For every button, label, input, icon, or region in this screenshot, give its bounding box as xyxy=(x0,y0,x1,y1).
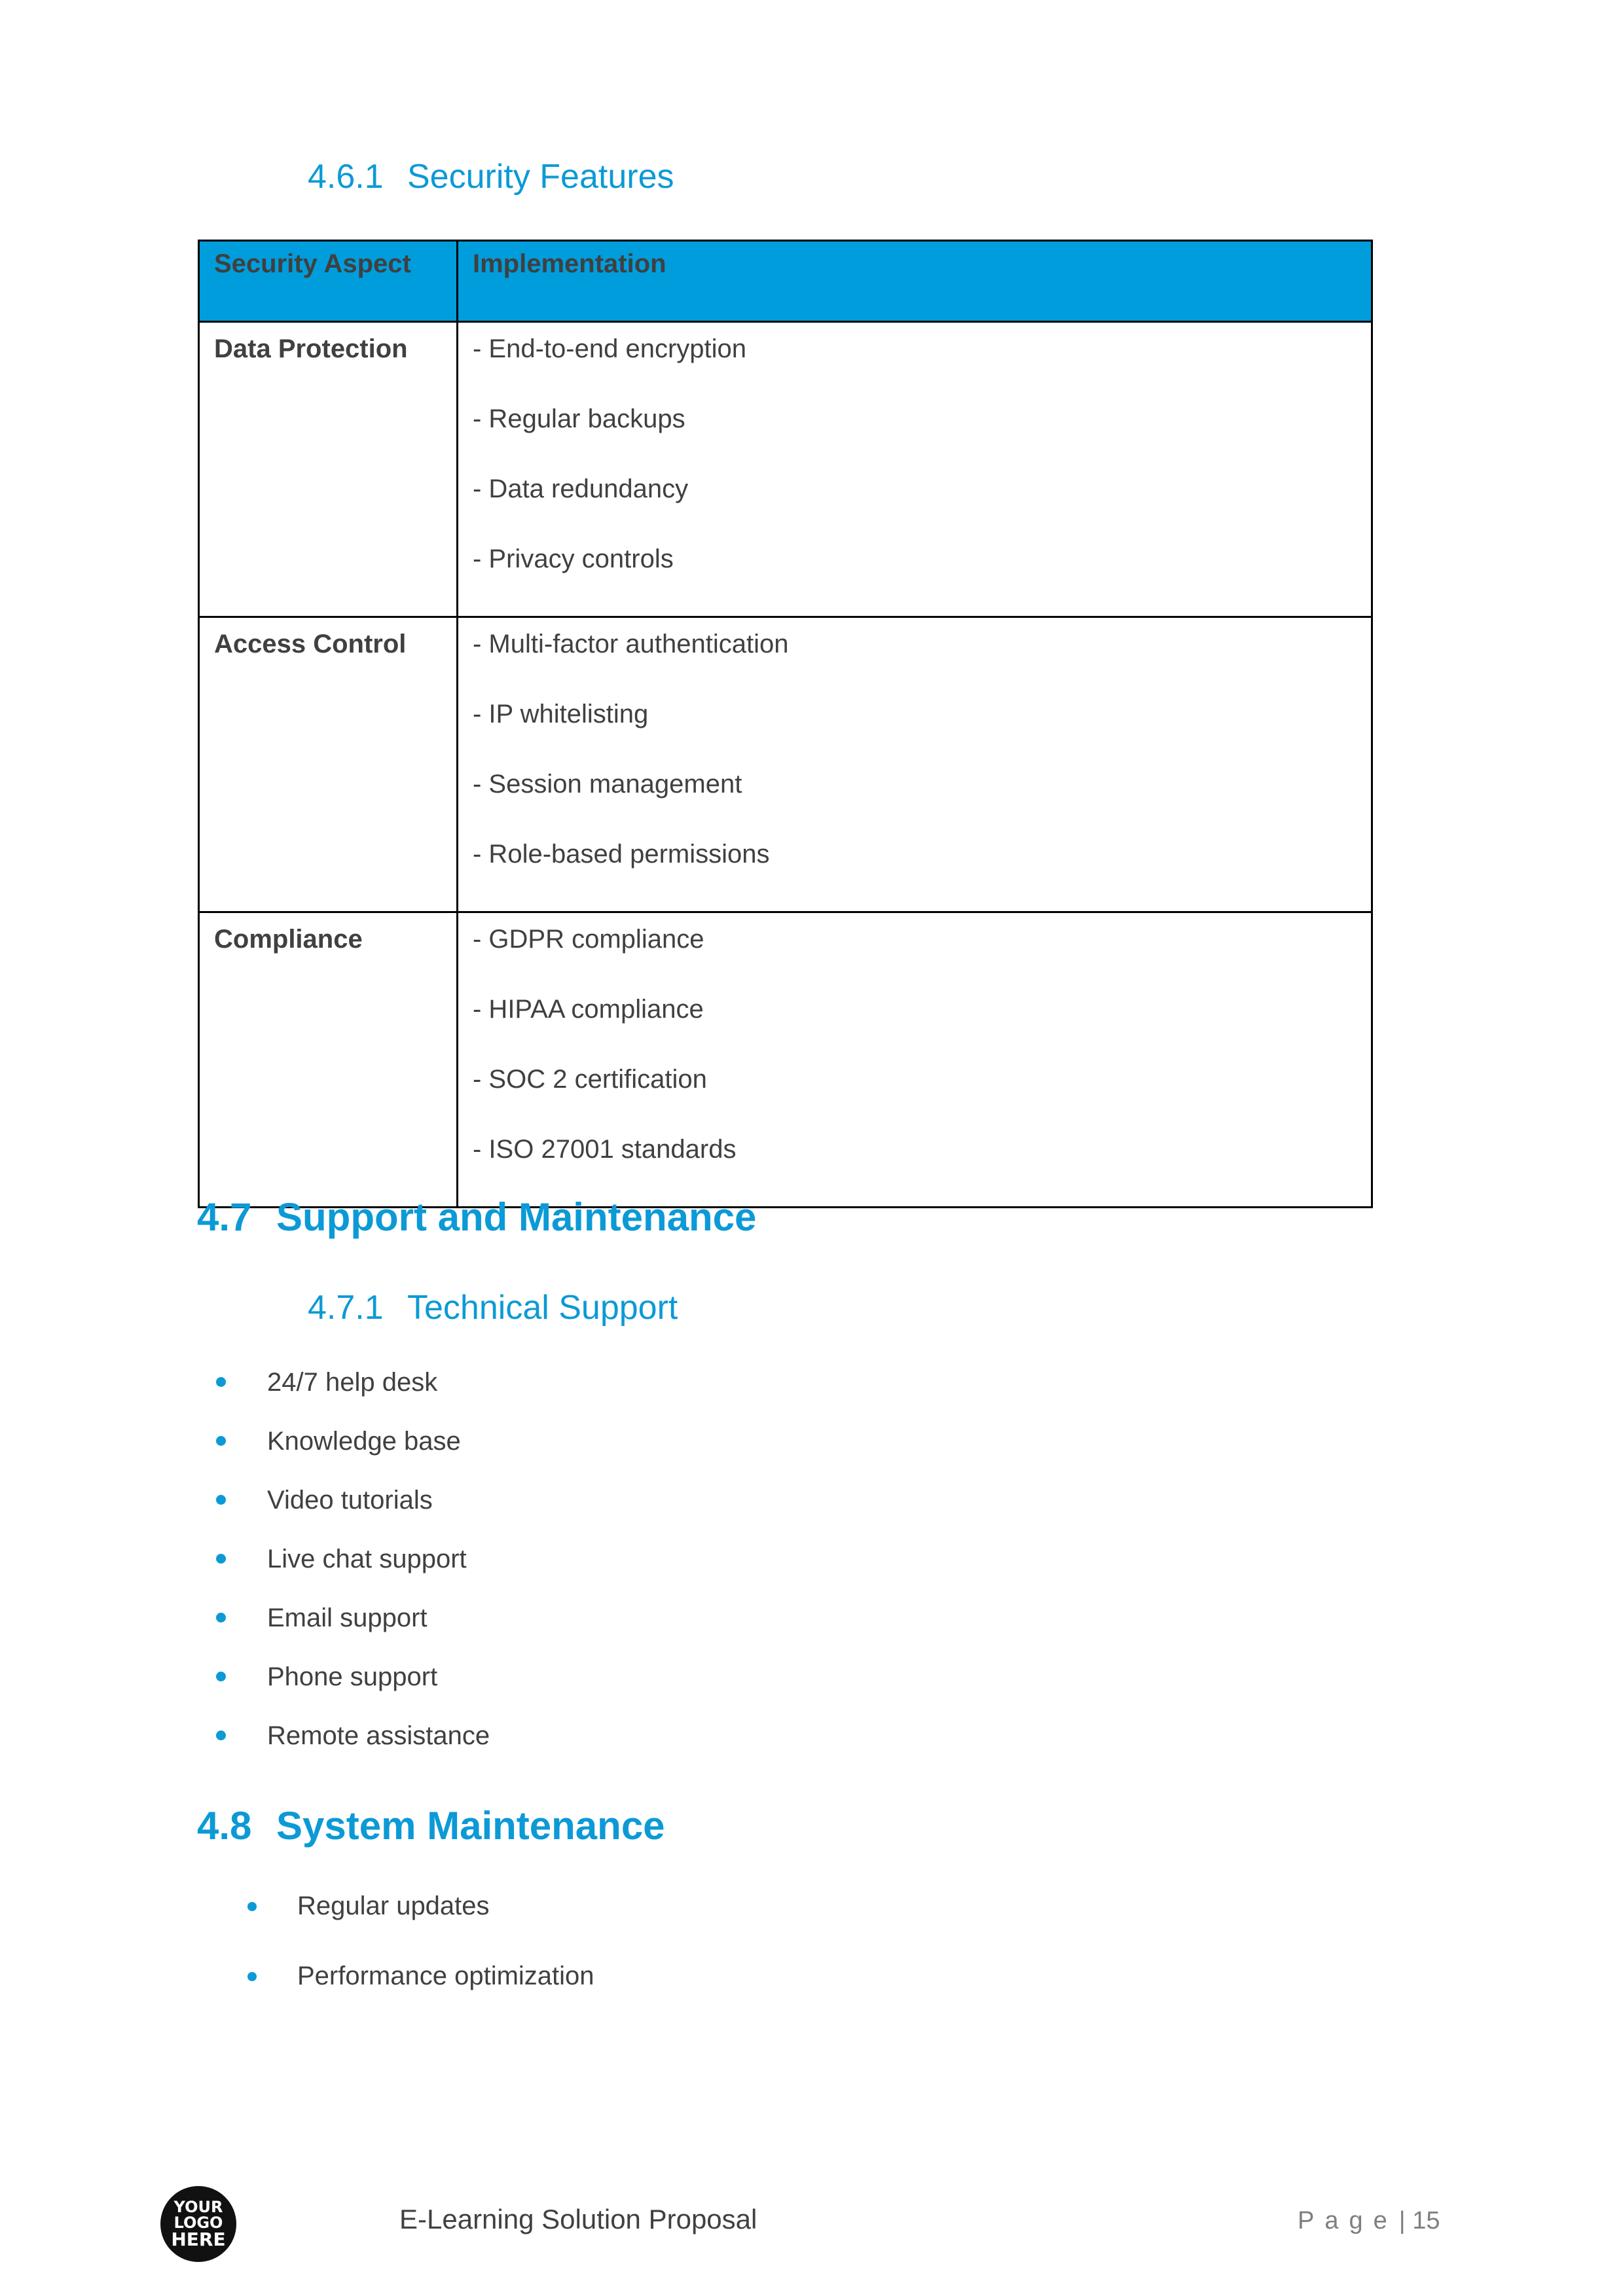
implementation-item: - Data redundancy xyxy=(473,475,689,503)
logo-text: HERE xyxy=(171,2229,226,2250)
list-item-text: Remote assistance xyxy=(267,1721,490,1750)
list-item xyxy=(247,1893,594,1963)
list-item xyxy=(216,1723,490,1782)
implementation-item: - Regular backups xyxy=(473,404,685,433)
list-item xyxy=(247,1963,594,2033)
technical-support-list xyxy=(216,1369,490,1782)
list-item-text: 24/7 help desk xyxy=(267,1368,438,1397)
section-title: Support and Maintenance xyxy=(276,1195,757,1239)
implementation-cell xyxy=(458,322,1372,617)
implementation-item: - Role-based permissions xyxy=(473,840,770,869)
page-number: 15 xyxy=(1412,2207,1440,2234)
bullet-icon xyxy=(216,1731,226,1740)
bullet-icon xyxy=(216,1613,226,1623)
list-item xyxy=(216,1605,490,1664)
list-item-text: Live chat support xyxy=(267,1545,467,1573)
bullet-icon xyxy=(216,1495,226,1505)
list-item xyxy=(216,1664,490,1723)
section-4-7-1-heading xyxy=(308,1291,678,1325)
implementation-item: - GDPR compliance xyxy=(473,925,704,954)
section-number: 4.8 xyxy=(197,1804,252,1848)
implementation-item: - ISO 27001 standards xyxy=(473,1135,737,1164)
table-row xyxy=(199,322,1372,617)
implementation-item: - HIPAA compliance xyxy=(473,995,704,1024)
section-number: 4.6.1 xyxy=(308,158,384,196)
section-title: Technical Support xyxy=(407,1289,678,1327)
implementation-item: - Multi-factor authentication xyxy=(473,630,789,658)
system-maintenance-list xyxy=(247,1893,594,2033)
bullet-icon xyxy=(216,1554,226,1564)
column-header-security-aspect: Security Aspect xyxy=(199,241,458,322)
list-item-text: Phone support xyxy=(267,1662,438,1691)
table-row xyxy=(199,912,1372,1208)
bullet-icon xyxy=(216,1672,226,1681)
list-item-text: Performance optimization xyxy=(297,1962,594,1990)
bullet-icon xyxy=(247,1902,257,1911)
page-label: Page xyxy=(1298,2207,1398,2234)
security-features-table xyxy=(198,240,1373,1208)
logo-text: LOGO xyxy=(173,2214,223,2232)
table-header-row xyxy=(199,241,1372,322)
logo-text: YOUR xyxy=(173,2198,223,2216)
section-number: 4.7.1 xyxy=(308,1289,384,1327)
section-title: System Maintenance xyxy=(276,1804,665,1848)
list-item-text: Knowledge base xyxy=(267,1427,461,1456)
list-item xyxy=(216,1428,490,1487)
implementation-item: - End-to-end encryption xyxy=(473,334,747,363)
list-item-text: Video tutorials xyxy=(267,1486,433,1515)
bullet-icon xyxy=(216,1377,226,1387)
company-logo xyxy=(160,2186,236,2262)
list-item xyxy=(216,1546,490,1605)
implementation-item: - IP whitelisting xyxy=(473,700,649,728)
implementation-item: - Privacy controls xyxy=(473,545,674,573)
footer-document-title: E-Learning Solution Proposal xyxy=(399,2204,757,2234)
list-item-text: Email support xyxy=(267,1604,428,1632)
page-separator: | xyxy=(1398,2207,1406,2234)
aspect-cell: Access Control xyxy=(199,617,458,912)
implementation-item: - SOC 2 certification xyxy=(473,1065,707,1094)
implementation-cell xyxy=(458,912,1372,1208)
section-4-6-1-heading xyxy=(308,160,674,194)
section-number: 4.7 xyxy=(197,1195,252,1239)
section-4-8-heading xyxy=(197,1806,665,1846)
column-header-implementation: Implementation xyxy=(458,241,1372,322)
table-row xyxy=(199,617,1372,912)
aspect-cell: Compliance xyxy=(199,912,458,1208)
list-item xyxy=(216,1487,490,1546)
list-item-text: Regular updates xyxy=(297,1892,490,1920)
footer-page-number xyxy=(1298,2208,1440,2233)
section-4-7-heading xyxy=(197,1195,757,1239)
list-item xyxy=(216,1369,490,1428)
aspect-cell: Data Protection xyxy=(199,322,458,617)
implementation-item: - Session management xyxy=(473,770,742,798)
bullet-icon xyxy=(216,1436,226,1446)
bullet-icon xyxy=(247,1972,257,1981)
section-title: Security Features xyxy=(407,158,674,196)
implementation-cell xyxy=(458,617,1372,912)
